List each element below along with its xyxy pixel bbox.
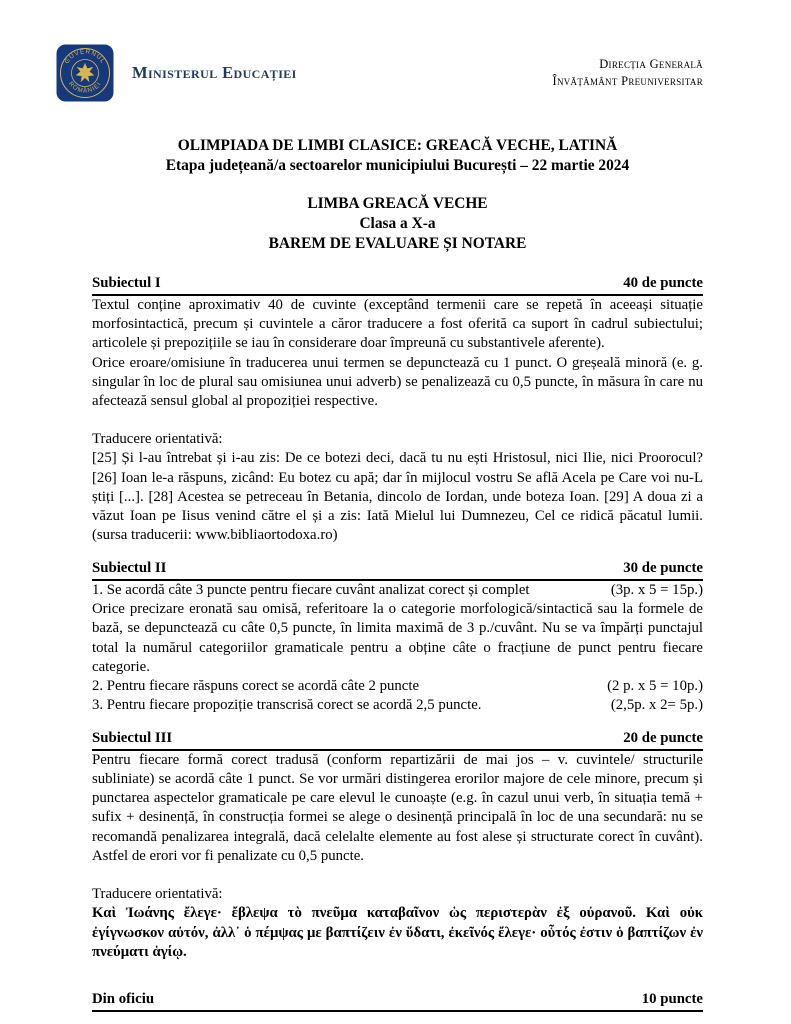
din-oficiu-row: [92, 990, 703, 1012]
doc-type-title: BAREM DE EVALUARE ȘI NOTARE: [268, 234, 527, 252]
section-3-header: [92, 729, 703, 751]
grade-title: Clasa a X-a: [359, 215, 436, 233]
section-3-title: Subiectul III: [92, 729, 173, 746]
section-2-points: 30 de puncte: [623, 559, 703, 576]
din-oficiu-label: Din oficiu: [92, 991, 155, 1008]
section-1-translation-text: [25] Și l-au întrebat și i-au zis: De ce botezi deci, dacă tu nu ești Hristosul, nici Ilie, nici Proorocul? [26] Ioan le-a răspuns, zicând: Eu botez cu apă; dar în mijlocul vostru Se află Acela pe Care voi nu-L știți [...]. [28] Acestea se petreceau în Betania, dincolo de Iordan, unde boteza Ioan. [29] A doua zi a văzut Ioan pe Iisus venind către el și a zis: Iată Mielul lui Dumnezeu, Cel ce ridică păcatul lumii. (sursa traducerii: www.bibliaortodoxa.ro): [92, 450, 703, 544]
section-2-item-1-calc: (3p. x 5 = 15p.): [610, 581, 703, 598]
section-3-points: 20 de puncte: [623, 729, 703, 746]
department-line1: Direcția Generală: [599, 57, 703, 72]
section-2-item-1: [92, 581, 703, 600]
department-block: [552, 56, 703, 90]
section-2-item-2: [92, 677, 703, 696]
section-3-translation-label: Traducere orientativă:: [92, 886, 223, 903]
section-2-title: Subiectul II: [92, 559, 167, 576]
section-2: [92, 559, 703, 716]
section-2-header: [92, 559, 703, 581]
section-2-item-2-text: 2. Pentru fiecare răspuns corect se acordă câte 2 puncte: [92, 678, 420, 695]
logo-text-bottom: ROMÂNIEI: [66, 80, 104, 95]
section-2-item-3-calc: (2,5p. x 2= 5p.): [610, 697, 703, 714]
section-2-item-2-calc: (2 p. x 5 = 10p.): [607, 678, 703, 695]
government-seal-logo: [56, 44, 114, 102]
din-oficiu-points: 10 puncte: [641, 991, 703, 1008]
section-2-item-3: [92, 696, 703, 715]
section-1: [92, 274, 703, 546]
subject-title: LIMBA GREACĂ VECHE: [307, 195, 488, 213]
section-1-title: Subiectul I: [92, 274, 161, 291]
government-seal-icon: [56, 44, 114, 102]
section-1-header: [92, 274, 703, 296]
section-2-item-3-text: 3. Pentru fiecare propoziție transcrisă corect se acordă 2,5 puncte.: [92, 697, 482, 714]
section-1-points: 40 de puncte: [623, 274, 703, 291]
section-1-paragraph-2: Orice eroare/omisiune în traducerea unui termen se depunctează cu 1 punct. O greșeală minoră (e. g. singular în loc de plural sau omisiunea unui adverb) se penalizează cu 0,5 puncte, în măsura în care nu afectează sensul global al propoziției respective.: [92, 354, 703, 409]
section-1-paragraph-1: Textul conține aproximativ 40 de cuvinte (exceptând termenii care se repetă în aceeași situație morfosintactică, precum și cuvintele a căror traducere a fost oferită ca suport în cadrul subiectului; articolele și prepozițiile se iau în considerare doar împreună cu substantivele aferente).: [92, 296, 703, 352]
section-3: [92, 729, 703, 963]
logo-text-top: GUVERNUL: [63, 48, 107, 66]
stage-subtitle: Etapa județeană/a sectoarelor municipiului București – 22 martie 2024: [165, 156, 630, 174]
document-title-block: [92, 136, 703, 254]
section-2-item-1-text: 1. Se acordă câte 3 puncte pentru fiecare cuvânt analizat corect și complet: [92, 581, 530, 598]
section-3-paragraph: Pentru fiecare formă corect tradusă (conform repartizării de mai jos – v. cuvintele/ structurile subliniate) se acordă câte 1 punct. Se vor urmări distingerea erorilor majore de cele minore, precum și punctarea aspectelor gramaticale pe care elevul le cunoaște (e.g. în cazul unui verb, în situația temă + sufix + desinență, în construcția formei se alege o desinență principală în loc de una secundară: nu se recomandă penalizarea integrală, dacă celelalte elemente au fost alese și structurate corect în cuvânt). Astfel de erori vor fi penalizate cu 0,5 puncte.: [92, 751, 703, 864]
header: [56, 44, 703, 102]
section-3-greek-text: Καὶ Ἰωάνης ἔλεγε· ἔβλεψα τὸ πνεῦμα καταβαῖνον ὡς περιστερὰν ἐξ οὐρανοῦ. Καὶ οὐκ ἐγίγνωσκον αὐτόν, ἀλλ᾽ ὁ πέμψας με βαπτίζειν ἐν ὕδατι, ἐκεῖνός ἔλεγε· οὗτός ἐστιν ὁ βαπτίζων ἐν πνεύματι ἁγίῳ.: [92, 905, 703, 960]
olympiad-title: OLIMPIADA DE LIMBI CLASICE: GREACĂ VECHE, LATINĂ: [177, 137, 618, 154]
section-2-paragraph: Orice precizare eronată sau omisă, referitoare la o categorie morfologică/sintactică sau la formele de bază, se depunctează cu câte 0,5 puncte, în limita maximă de 3 p./cuvânt. Nu se va împărți punctajul total la numărul categoriilor gramaticale pentru a obține câte o fracțiune de punct pentru fiecare categorie.: [92, 601, 703, 675]
department-line2: Învățământ Preuniversitar: [552, 74, 703, 88]
section-1-translation-label: Traducere orientativă:: [92, 431, 223, 448]
ministry-name: Ministerul Educației: [132, 63, 297, 83]
